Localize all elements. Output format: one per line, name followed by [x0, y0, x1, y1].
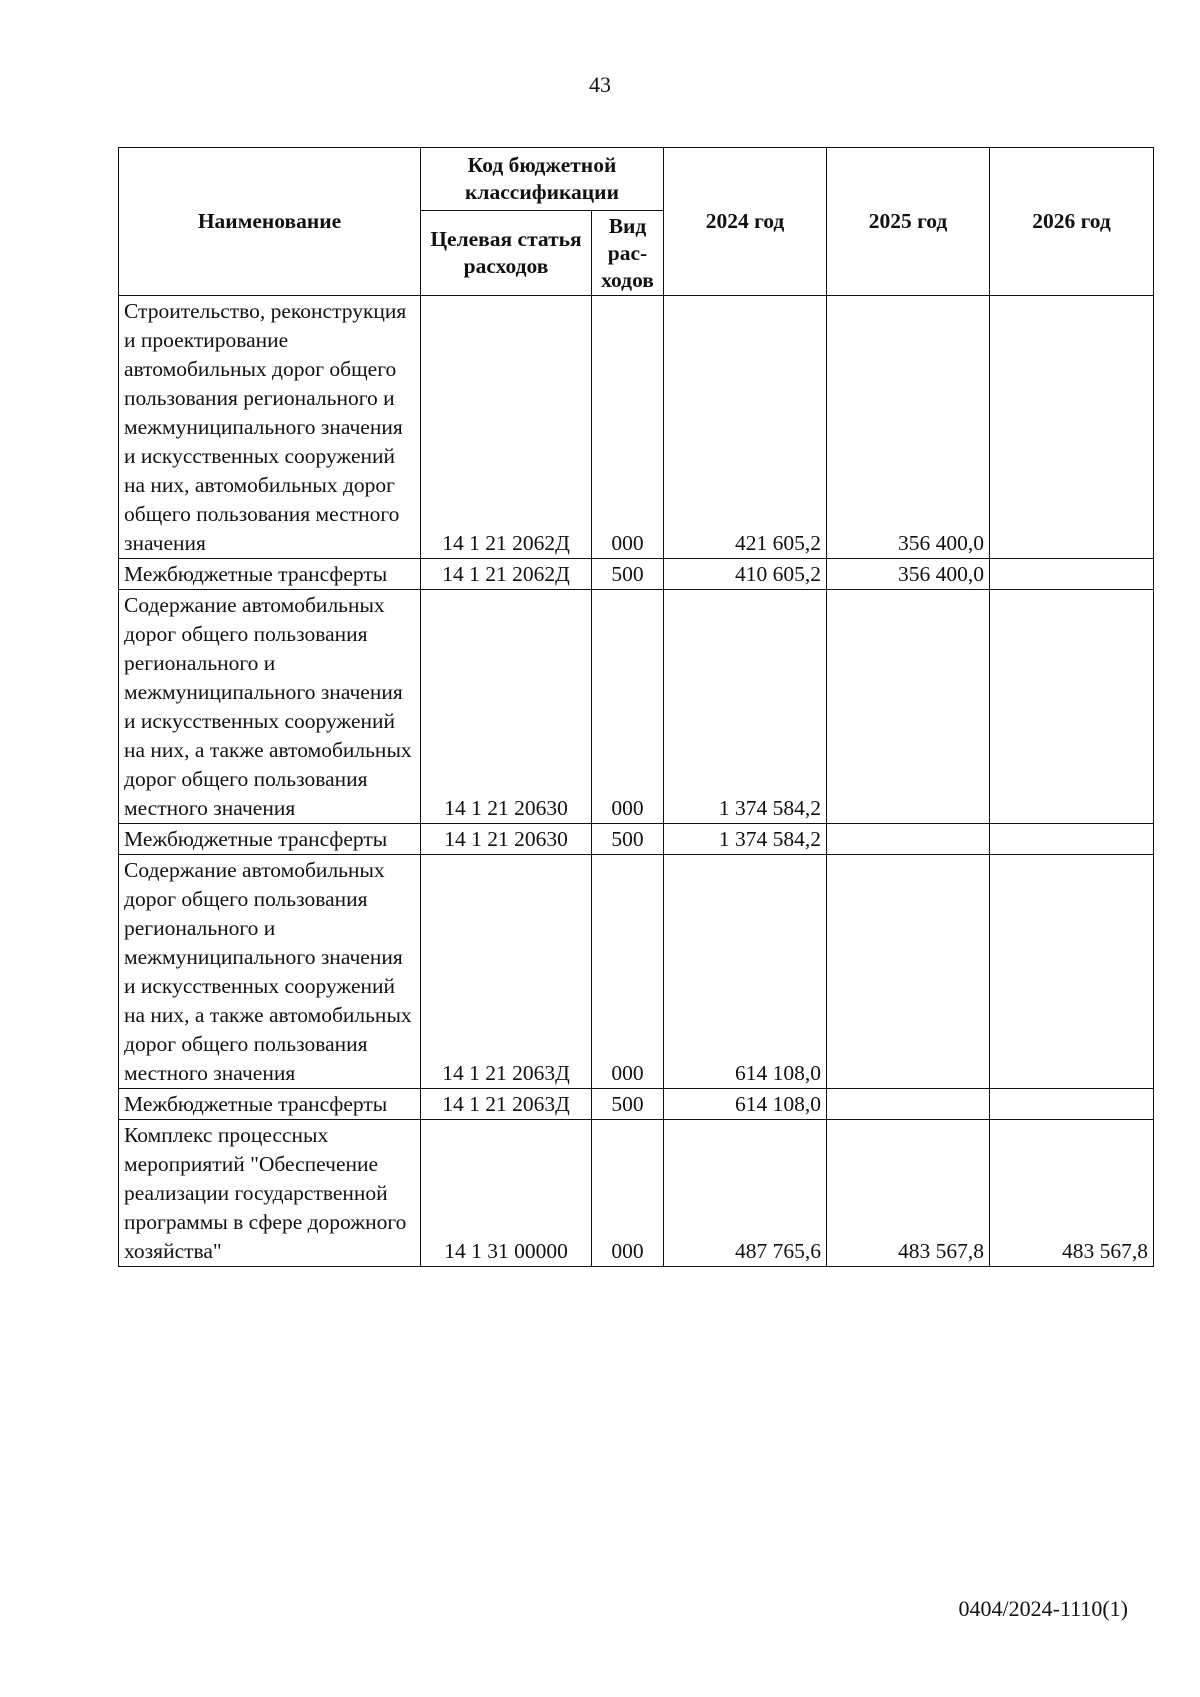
- row-2024: 1 374 584,2: [664, 590, 827, 824]
- row-2024: 614 108,0: [664, 855, 827, 1089]
- row-2024: 410 605,2: [664, 559, 827, 590]
- row-name: Строительство, реконструкция и проектирование автомобильных дорог общего пользования регионального и межмуниципального значения и искусственных сооружений на них, автомобильных дорог общего пользования местного значения: [119, 296, 421, 559]
- row-expense-type: 000: [592, 590, 664, 824]
- row-name: Межбюджетные трансферты: [119, 824, 421, 855]
- budget-table: [118, 147, 1154, 1267]
- row-code: 14 1 21 2062Д: [421, 559, 592, 590]
- row-expense-type: 500: [592, 1089, 664, 1120]
- header-name: Наименование: [119, 148, 421, 296]
- header-kbk-group: Код бюджетной классификации: [421, 148, 664, 211]
- row-expense-type: 500: [592, 824, 664, 855]
- row-2026: [990, 824, 1154, 855]
- row-2025: 356 400,0: [827, 559, 990, 590]
- row-2026: [990, 1089, 1154, 1120]
- row-2026: 483 567,8: [990, 1120, 1154, 1267]
- row-expense-type: 000: [592, 855, 664, 1089]
- row-2026: [990, 855, 1154, 1089]
- row-expense-type: 000: [592, 1120, 664, 1267]
- row-2026: [990, 559, 1154, 590]
- row-2024: 614 108,0: [664, 1089, 827, 1120]
- row-code: 14 1 31 00000: [421, 1120, 592, 1267]
- row-2026: [990, 590, 1154, 824]
- row-2025: [827, 855, 990, 1089]
- document-code: 0404/2024-1110(1): [958, 1596, 1128, 1621]
- header-target-article: Целевая статья расходов: [421, 211, 592, 296]
- row-expense-type: 000: [592, 296, 664, 559]
- row-2025: [827, 590, 990, 824]
- row-code: 14 1 21 2062Д: [421, 296, 592, 559]
- row-2024: 421 605,2: [664, 296, 827, 559]
- row-2025: 356 400,0: [827, 296, 990, 559]
- row-name: Комплекс процессных мероприятий "Обеспечение реализации государственной программы в сфере дорожного хозяйства": [119, 1120, 421, 1267]
- table-row: [119, 296, 1154, 559]
- table-row: [119, 1089, 1154, 1120]
- table-row: [119, 1120, 1154, 1267]
- row-2025: 483 567,8: [827, 1120, 990, 1267]
- row-name: Межбюджетные трансферты: [119, 1089, 421, 1120]
- header-2026: 2026 год: [990, 148, 1154, 296]
- header-2024: 2024 год: [664, 148, 827, 296]
- row-2024: 487 765,6: [664, 1120, 827, 1267]
- table-row: [119, 590, 1154, 824]
- row-code: 14 1 21 20630: [421, 590, 592, 824]
- row-2026: [990, 296, 1154, 559]
- row-2024: 1 374 584,2: [664, 824, 827, 855]
- row-code: 14 1 21 20630: [421, 824, 592, 855]
- header-2025: 2025 год: [827, 148, 990, 296]
- table-row: [119, 824, 1154, 855]
- row-2025: [827, 824, 990, 855]
- row-code: 14 1 21 2063Д: [421, 1089, 592, 1120]
- table-row: [119, 559, 1154, 590]
- row-name: Межбюджетные трансферты: [119, 559, 421, 590]
- row-name: Содержание автомобильных дорог общего пользования регионального и межмуниципального значения и искусственных сооружений на них, а также автомобильных дорог общего пользования местного значения: [119, 855, 421, 1089]
- row-2025: [827, 1089, 990, 1120]
- header-expense-type: Вид рас-ходов: [592, 211, 664, 296]
- row-name: Содержание автомобильных дорог общего пользования регионального и межмуниципального значения и искусственных сооружений на них, а также автомобильных дорог общего пользования местного значения: [119, 590, 421, 824]
- row-expense-type: 500: [592, 559, 664, 590]
- page-number: 43: [589, 72, 611, 97]
- table-row: [119, 855, 1154, 1089]
- row-code: 14 1 21 2063Д: [421, 855, 592, 1089]
